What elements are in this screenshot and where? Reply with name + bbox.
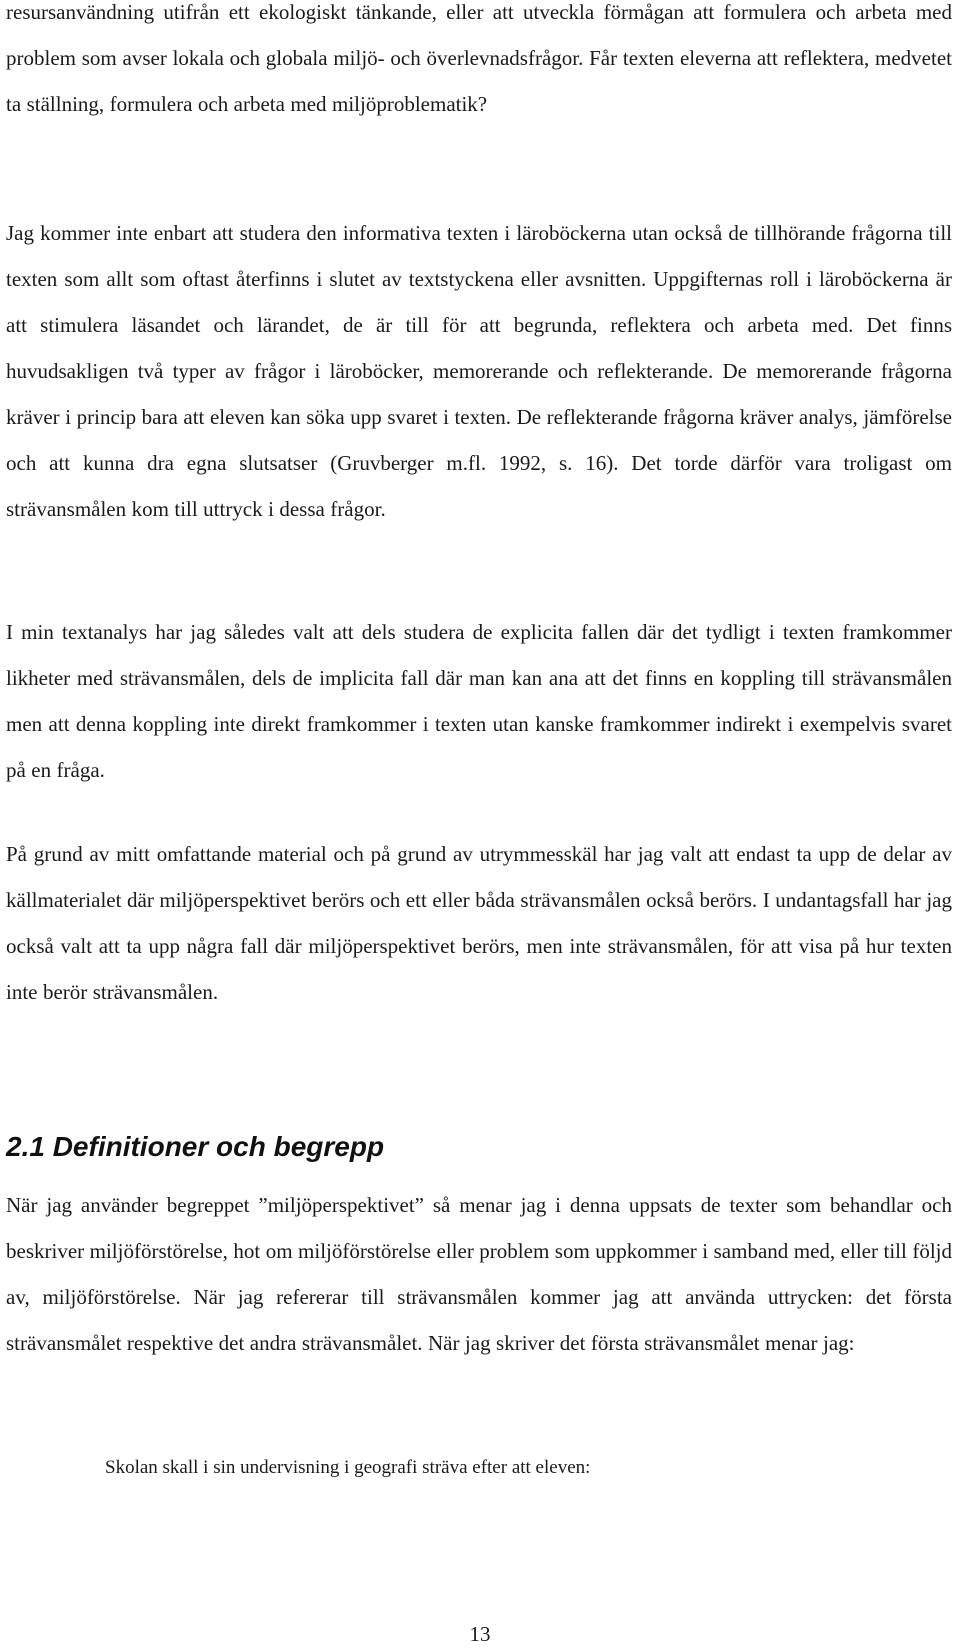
- paragraph-material-scope: På grund av mitt omfattande material och på grund av utrymmesskäl har jag valt att endast ta upp de delar av källmaterialet där miljöperspektivet berörs och ett eller båda strävansmålen också berörs. I undantagsfall har jag också valt att ta upp några fall där miljöperspektivet berörs, men inte strävansmålen, för att visa på hur texten inte berör strävansmålen.: [6, 842, 952, 1004]
- section-heading: 2.1 Definitioner och begrepp: [6, 1131, 385, 1162]
- paragraph-definitions: När jag använder begreppet ”miljöperspektivet” så menar jag i denna uppsats de texter som behandlar och beskriver miljöförstörelse, hot om miljöförstörelse eller problem som uppkommer i samband med, eller till följd av, miljöförstörelse. När jag refererar till strävansmålen kommer jag att använda uttrycken: det första strävansmålet respektive det andra strävansmålet. När jag skriver det första strävansmålet menar jag:: [6, 1193, 952, 1355]
- page-number: 13: [469, 1622, 491, 1646]
- block-quote: Skolan skall i sin undervisning i geografi sträva efter att eleven:: [105, 1457, 591, 1478]
- paragraph-textbook-questions: Jag kommer inte enbart att studera den informativa texten i läroböckerna utan också de tillhörande frågorna till texten som allt som oftast återfinns i slutet av textstyckena eller avsnitten. Uppgifternas roll i läroböckerna är att stimulera läsandet och lärandet, de är till för att begrunda, reflektera och arbeta med. Det finns huvudsakligen två typer av frågor i läroböcker, memorerande och reflekterande. De memorerande frågorna kräver i princip bara att eleven kan söka upp svaret i texten. De reflekterande frågorna kräver analys, jämförelse och att kunna dra egna slutsatser (Gruvberger m.fl. 1992, s. 16). Det torde därför vara troligast om strävansmålen kom till uttryck i dessa frågor.: [6, 221, 952, 521]
- paragraph-environmental-questions: resursanvändning utifrån ett ekologiskt tänkande, eller att utveckla förmågan att formulera och arbeta med problem som avser lokala och globala miljö- och överlevnadsfrågor. Får texten eleverna att reflektera, medvetet ta ställning, formulera och arbeta med miljöproblematik?: [6, 0, 952, 116]
- paragraph-text-analysis: I min textanalys har jag således valt att dels studera de explicita fallen där det tydligt i texten framkommer likheter med strävansmålen, dels de implicita fall där man kan ana att det finns en koppling till strävansmålen men att denna koppling inte direkt framkommer i texten utan kanske framkommer indirekt i exempelvis svaret på en fråga.: [6, 620, 952, 782]
